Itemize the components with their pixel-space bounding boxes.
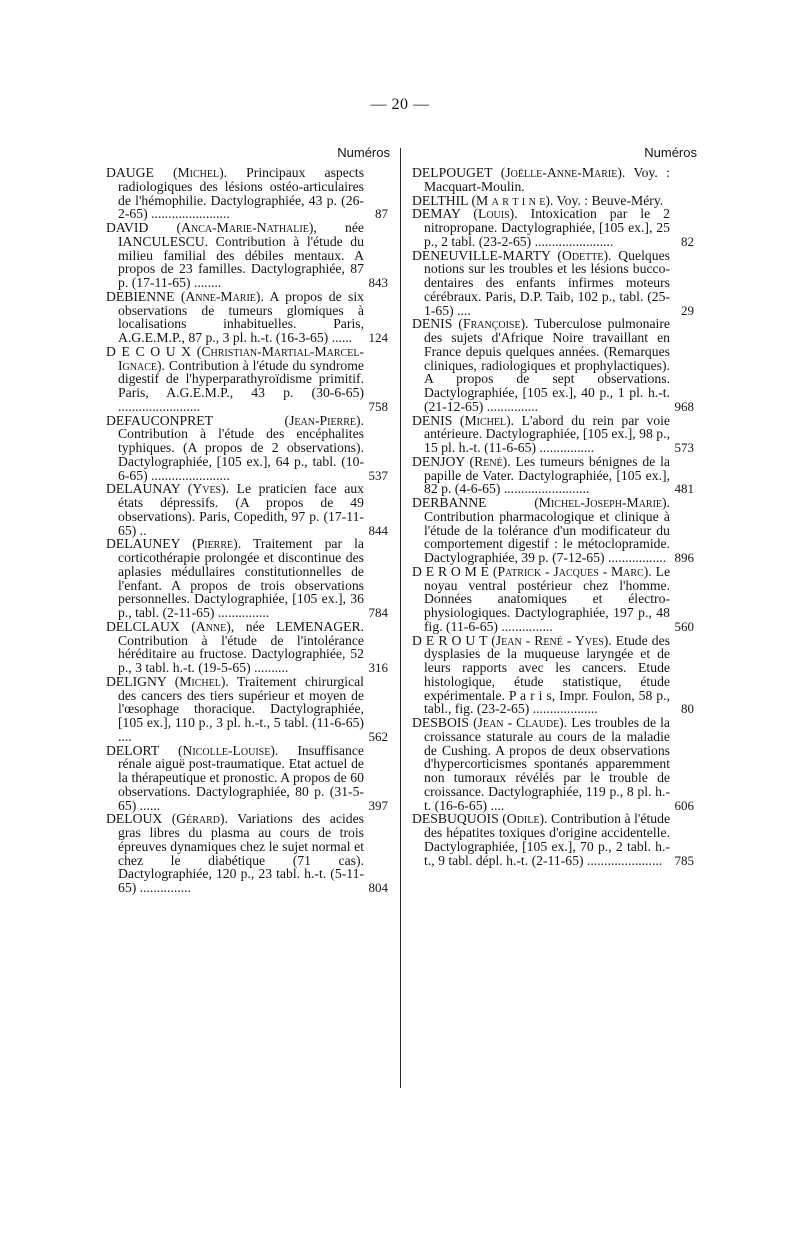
bibliography-entry <box>106 414 388 483</box>
bibliography-entry <box>106 166 388 221</box>
entry-number: 87 <box>375 206 388 222</box>
author-firstname: (Pierre). <box>192 536 242 552</box>
entry-body <box>412 634 694 717</box>
page-number: — 20 — <box>370 96 430 113</box>
entry-body <box>412 194 694 208</box>
entry-body <box>106 290 388 345</box>
bibliography-entry <box>106 744 388 813</box>
entry-number: 606 <box>674 797 694 813</box>
entry-body <box>412 414 694 455</box>
entry-number: 537 <box>368 467 388 483</box>
entry-number: 784 <box>368 605 388 620</box>
author-firstname: (Patrick - Jacques - Marc). <box>492 563 652 579</box>
entry-body <box>412 166 694 194</box>
entry-number: 397 <box>368 797 388 813</box>
column-divider <box>400 148 401 1088</box>
author-name: DESBUQUOIS <box>412 811 499 827</box>
author-name: DENIS <box>412 412 453 428</box>
entry-text: Voy. : Macquart-Moulin. <box>424 165 670 194</box>
bibliography-entry <box>412 414 694 455</box>
author-name: D E R O U T <box>412 632 488 648</box>
bibliography-entry <box>106 221 388 290</box>
author-name: DENJOY <box>412 453 465 469</box>
entry-body <box>106 812 388 895</box>
entry-body <box>106 675 388 744</box>
author-name: DELTHIL <box>412 192 469 208</box>
bibliography-entry <box>106 620 388 675</box>
author-name: D E C O U X <box>106 343 192 359</box>
entry-text: Contribution pharmacologique et clinique à l'étude de la tolérance d'un modificateur du comportement digestif : le métoclopramide. Dactylographiée, 39 p. (7-12-65) ................. <box>424 508 670 565</box>
entry-body <box>106 414 388 483</box>
author-firstname: (René). <box>469 453 511 469</box>
author-firstname: (Michel). <box>174 673 229 689</box>
entry-body <box>106 221 388 290</box>
author-name: DELAUNAY <box>106 481 181 497</box>
author-firstname: (Michel). <box>172 165 228 180</box>
author-name: DELPOUGET <box>412 165 493 180</box>
entry-text: Contribution à l'étude des hépatites toxiques d'origine accidentelle. Dactylographiée, [105 ex.], 70 p., 2 tabl. h.-t., 9 tabl. dépl. h.-t. (2-11-65) ...................... <box>424 811 671 868</box>
author-firstname: (Jean - Claude). <box>473 715 568 730</box>
entry-body <box>412 496 694 565</box>
entry-number: 80 <box>681 701 694 717</box>
bibliography-entry <box>412 455 694 496</box>
entry-number: 29 <box>681 302 694 318</box>
author-firstname: (Odile). <box>502 811 548 827</box>
author-name: DENIS <box>412 316 453 332</box>
author-firstname: (Christian-Martial-Marcel-Ignace). <box>118 343 364 373</box>
entry-number: 843 <box>368 275 388 290</box>
entry-body <box>106 345 388 414</box>
author-firstname: (Joëlle-Anne-Marie). <box>500 165 626 180</box>
entry-number: 124 <box>368 330 388 345</box>
author-name: DAUGE <box>106 165 154 180</box>
author-firstname: (Nicolle-Louise). <box>177 742 279 758</box>
entry-body <box>106 744 388 813</box>
entry-number: 316 <box>368 660 388 675</box>
entry-number: 804 <box>368 880 388 895</box>
bibliography-entry <box>106 345 388 414</box>
bibliography-entry <box>412 634 694 717</box>
left-column <box>106 166 388 895</box>
bibliography-entry <box>106 482 388 537</box>
bibliography-entry <box>106 537 388 620</box>
author-name: DELIGNY <box>106 673 167 689</box>
left-column-header: Numéros <box>337 145 390 160</box>
entry-number: 562 <box>368 728 388 744</box>
entry-number: 968 <box>674 398 694 414</box>
entry-text: Intoxication par le 2 nitropropane. Dactylographiée, [105 ex.], 25 p., 2 tabl. (23-2-65) ....................... <box>424 206 670 249</box>
entry-text: A propos de six observations de tumeurs glomiques à localisations inhabituelles. Paris, A.G.E.M.P., 87 p., 3 pl. h.-t. (16-3-65) ...... <box>118 288 365 345</box>
entry-text: Tuberculose pulmonaire des sujets d'Afrique Noire travaillant en France depuis quelques années. (Remarques cliniques, radiologiques et prophylactiques). A propos de sept observations. Dactylographiée, [105 ex.], 40 p., 1 pl. h.-t. (21-12-65) ............... <box>424 316 670 414</box>
author-name: DEFAUCONPRET <box>106 412 213 428</box>
author-name: DELAUNEY <box>106 536 180 552</box>
author-name: DENEUVILLE-MARTY <box>412 247 551 263</box>
entry-text: L'abord du rein par voie antérieure. Dactylographiée, [105 ex.], 98 p., 15 pl. h.-t. (11-6-65) ................ <box>424 412 671 455</box>
entry-text: Traitement chirurgical des cancers des tiers supérieur et moyen de l'œsophage thoracique. Dactylographiée, [105 ex.], 110 p., 3 pl. h.-t., 5 tabl. (11-6-65) .... <box>118 673 364 744</box>
entry-text: Les tumeurs bénignes de la papille de Vater. Dactylographiée, [105 ex.], 82 p. (4-6-65) ......................... <box>424 453 671 497</box>
entry-text: Etude des dysplasies de la muqueuse laryngée et de leurs rapports avec les cancers. Etude histologique, étude statistique, étude expérimentale. P a r i s, Impr. Foulon, 58 p., tabl., fig. (23-2-65) ................... <box>424 632 671 717</box>
entry-number: 82 <box>681 233 694 249</box>
bibliography-entry <box>106 675 388 744</box>
author-name: DEMAY <box>412 206 461 222</box>
entry-number: 560 <box>674 618 694 634</box>
entry-text: Principaux aspects radiologiques des lésions ostéo-articulaires de l'hémophilie. Dactylographiée, 43 p. (26-2-65) ....................... <box>118 165 365 222</box>
entry-number: 573 <box>674 440 694 455</box>
author-name: DESBOIS <box>412 715 470 730</box>
author-firstname: (Yves). <box>187 481 230 497</box>
bibliography-entry <box>412 565 694 634</box>
entry-number: 785 <box>674 852 694 868</box>
entry-text: Variations des acides gras libres du plasma au cours de trois épreuves dynamiques chez le sujet normal et chez le diabétique (71 cas). Dactylographiée, 120 p., 23 tabl. h.-t. (5-11-65) ............... <box>118 811 364 895</box>
author-firstname: (M a r t i n e). <box>471 192 554 208</box>
bibliography-entry <box>412 716 694 812</box>
author-firstname: (Odette). <box>557 247 612 263</box>
right-column <box>412 166 694 867</box>
author-firstname: (Anne-Marie). <box>180 288 264 304</box>
entry-body <box>412 565 694 634</box>
bibliography-entry <box>412 207 694 248</box>
author-name: DELCLAUX <box>106 618 180 634</box>
entry-text: Voy. : Beuve-Méry. <box>556 192 664 208</box>
entry-text: Le noyau ventral postérieur chez l'homme. Données anatomiques et électro-physiologiques. Dactylographiée, 197 p., 48 fig. (11-6-65) ............... <box>424 563 671 634</box>
entry-text: Le praticien face aux états dépressifs. (A propos de 49 observations). Paris, Copedith, 97 p. (17-11-65) .. <box>118 481 365 538</box>
author-firstname: (Jean-Pierre). <box>284 412 364 428</box>
author-firstname: (Jean - René - Yves). <box>491 632 612 648</box>
entry-body <box>412 716 694 812</box>
author-firstname: (Michel). <box>459 412 515 428</box>
author-name: DEBIENNE <box>106 288 175 304</box>
entry-body <box>412 317 694 413</box>
entry-text: Contribution à l'étude du syndrome digestif de l'hyperparathyroïdisme primitif. Paris, A.G.E.M.P., 43 p. (30-6-65) ........................ <box>118 357 365 414</box>
author-firstname: (Michel-Joseph-Marie). <box>534 495 670 510</box>
entry-body <box>412 249 694 318</box>
right-column-header: Numéros <box>644 145 697 160</box>
entry-body <box>412 207 694 248</box>
author-firstname: (Louis). <box>473 206 518 222</box>
entry-text: Les troubles de la croissance staturale au cours de la maladie de Cushing. A propos de deux observations d'hypercorticismes spontanés apparemment non tumoraux révélés par le trouble de croissance. Dactylographiée, 119 p., 8 pl. h.-t. (16-6-65) .... <box>424 715 670 813</box>
author-firstname: (Françoise). <box>458 316 529 332</box>
entry-number: 758 <box>368 398 388 414</box>
entry-body <box>412 812 694 867</box>
entry-text: Traitement par la corticothérapie prolongée et discontinue des aplasies médullaires constitutionnelles de l'enfant. A propos de trois observations personnelles. Dactylographiée, [105 ex.], 36 p., tabl. (2-11-65) ............... <box>118 536 365 620</box>
bibliography-entry <box>412 812 694 867</box>
entry-text: née LEMENAGER. Contribution à l'étude de l'intolérance héréditaire au fructose. Dactylographiée, 52 p., 3 tabl. h.-t. (19-5-65) .......... <box>118 618 365 675</box>
author-name: DERBANNE <box>412 495 487 510</box>
entry-text: Quelques notions sur les troubles et les lésions bucco-dentaires des enfants infirmes moteurs cérébraux. Paris, D.P. Taib, 102 p., tabl. (25-1-65) .... <box>424 247 670 318</box>
entry-body <box>106 166 388 221</box>
bibliography-entry <box>412 166 694 194</box>
author-name: DELOUX <box>106 811 163 827</box>
entry-body <box>106 537 388 620</box>
entry-text: Insuffisance rénale aiguë post-traumatique. Etat actuel de la thérapeutique et pronostic. A propos de 60 observations. Dactylographiée, 80 p. (31-5-65) ...... <box>118 742 364 813</box>
entry-number: 481 <box>674 481 694 497</box>
author-name: DAVID <box>106 220 149 235</box>
author-firstname: (Anne), <box>191 618 235 634</box>
author-firstname: (Gérard). <box>171 811 229 827</box>
entry-body <box>412 455 694 496</box>
bibliography-entry <box>106 290 388 345</box>
author-name: D E R O M E <box>412 563 490 579</box>
bibliography-entry <box>412 317 694 413</box>
author-firstname: (Anca-Marie-Nathalie), <box>176 220 317 235</box>
entry-body <box>106 620 388 675</box>
entry-text: née IANCULESCU. Contribution à l'étude du milieu familial des débiles mentaux. A propos de 23 familles. Dactylographiée, 87 p. (17-11-65) ........ <box>118 220 364 290</box>
bibliography-entry <box>412 496 694 565</box>
bibliography-entry <box>412 194 694 208</box>
entry-body <box>106 482 388 537</box>
bibliography-entry <box>412 249 694 318</box>
author-name: DELORT <box>106 742 159 758</box>
entry-text: Contribution à l'étude des encéphalites typhiques. (A propos de 2 observations). Dactylographiée, [105 ex.], 64 p., tabl. (10-6-65) ....................... <box>118 426 364 483</box>
bibliography-entry <box>106 812 388 895</box>
entry-number: 896 <box>674 550 694 565</box>
entry-number: 844 <box>368 522 388 538</box>
